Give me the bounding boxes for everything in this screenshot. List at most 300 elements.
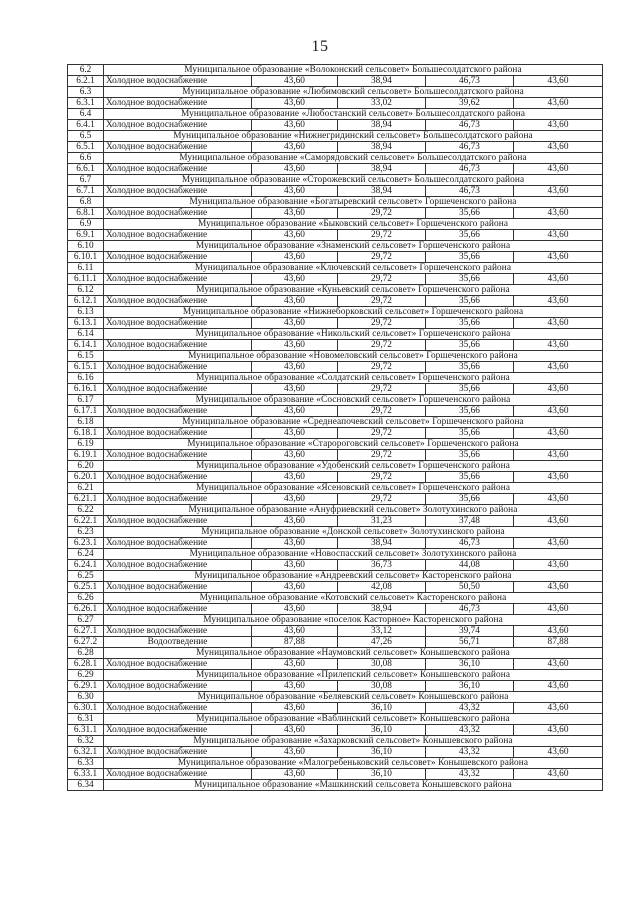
tariff-value-1: 43,60 bbox=[252, 560, 338, 571]
service-row bbox=[68, 340, 603, 351]
municipality-title: Муниципальное образование «Ключевский сельсовет» Горшеченского района bbox=[104, 263, 603, 274]
tariff-value-4: 43,60 bbox=[514, 274, 603, 285]
tariff-value-3: 35,66 bbox=[426, 450, 514, 461]
tariff-value-1: 43,60 bbox=[252, 76, 338, 87]
row-number: 6.25 bbox=[68, 571, 104, 582]
tariff-value-2: 36,10 bbox=[338, 703, 426, 714]
tariff-value-4: 43,60 bbox=[514, 318, 603, 329]
service-name: Холодное водоснабжение bbox=[104, 681, 252, 692]
service-row bbox=[68, 703, 603, 714]
tariff-value-4: 43,60 bbox=[514, 384, 603, 395]
tariff-value-3: 35,66 bbox=[426, 428, 514, 439]
tariff-value-4: 43,60 bbox=[514, 626, 603, 637]
tariff-value-1: 43,60 bbox=[252, 725, 338, 736]
municipality-title: Муниципальное образование «Нижнеборковский сельсовет» Горшеченского района bbox=[104, 307, 603, 318]
municipality-row bbox=[68, 153, 603, 164]
municipality-row bbox=[68, 219, 603, 230]
tariff-value-2: 38,94 bbox=[338, 186, 426, 197]
municipality-title: Муниципальное образование «Андреевский сельсовет» Касторенского района bbox=[104, 571, 603, 582]
row-number: 6.10 bbox=[68, 241, 104, 252]
tariff-value-4: 43,60 bbox=[514, 747, 603, 758]
row-number: 6.30.1 bbox=[68, 703, 104, 714]
tariff-value-2: 36,10 bbox=[338, 747, 426, 758]
service-row bbox=[68, 681, 603, 692]
tariff-value-4: 43,60 bbox=[514, 560, 603, 571]
tariff-value-4: 43,60 bbox=[514, 582, 603, 593]
tariff-value-3: 37,48 bbox=[426, 516, 514, 527]
tariff-value-3: 35,66 bbox=[426, 494, 514, 505]
service-row bbox=[68, 626, 603, 637]
row-number: 6.23.1 bbox=[68, 538, 104, 549]
tariff-value-4: 43,60 bbox=[514, 252, 603, 263]
tariff-value-2: 29,72 bbox=[338, 428, 426, 439]
row-number: 6.17 bbox=[68, 395, 104, 406]
service-row bbox=[68, 384, 603, 395]
service-name: Холодное водоснабжение bbox=[104, 604, 252, 615]
municipality-title: Муниципальное образование «Машкинский сельсовета Конышевского района bbox=[104, 780, 603, 791]
row-number: 6.15.1 bbox=[68, 362, 104, 373]
service-name: Холодное водоснабжение bbox=[104, 406, 252, 417]
municipality-row bbox=[68, 692, 603, 703]
row-number: 6.20 bbox=[68, 461, 104, 472]
row-number: 6.8.1 bbox=[68, 208, 104, 219]
municipality-title: Муниципальное образование «Новоспасский сельсовет» Золотухинского района bbox=[104, 549, 603, 560]
municipality-row bbox=[68, 714, 603, 725]
municipality-title: Муниципальное образование «Нижнегридинский сельсовет» Большесолдатского района bbox=[104, 131, 603, 142]
service-row bbox=[68, 604, 603, 615]
service-name: Холодное водоснабжение bbox=[104, 76, 252, 87]
municipality-row bbox=[68, 483, 603, 494]
row-number: 6.29.1 bbox=[68, 681, 104, 692]
tariff-value-3: 46,73 bbox=[426, 538, 514, 549]
service-name: Холодное водоснабжение bbox=[104, 120, 252, 131]
municipality-row bbox=[68, 175, 603, 186]
tariff-value-4: 43,60 bbox=[514, 164, 603, 175]
row-number: 6.26 bbox=[68, 593, 104, 604]
municipality-row bbox=[68, 307, 603, 318]
service-row bbox=[68, 274, 603, 285]
tariff-value-4: 43,60 bbox=[514, 428, 603, 439]
tariff-value-2: 29,72 bbox=[338, 296, 426, 307]
service-row bbox=[68, 659, 603, 670]
service-row bbox=[68, 560, 603, 571]
municipality-row bbox=[68, 461, 603, 472]
row-number: 6.11 bbox=[68, 263, 104, 274]
row-number: 6.33 bbox=[68, 758, 104, 769]
service-row bbox=[68, 428, 603, 439]
service-row bbox=[68, 472, 603, 483]
tariff-value-4: 43,60 bbox=[514, 340, 603, 351]
row-number: 6.31 bbox=[68, 714, 104, 725]
municipality-title: Муниципальное образование «Наумовский сельсовет» Конышевского района bbox=[104, 648, 603, 659]
tariff-value-1: 43,60 bbox=[252, 681, 338, 692]
tariff-value-4: 43,60 bbox=[514, 604, 603, 615]
row-number: 6.16 bbox=[68, 373, 104, 384]
service-name: Холодное водоснабжение bbox=[104, 703, 252, 714]
tariff-value-3: 35,66 bbox=[426, 296, 514, 307]
row-number: 6.30 bbox=[68, 692, 104, 703]
service-name: Холодное водоснабжение bbox=[104, 659, 252, 670]
row-number: 6.29 bbox=[68, 670, 104, 681]
municipality-row bbox=[68, 648, 603, 659]
row-number: 6.27.1 bbox=[68, 626, 104, 637]
row-number: 6.12 bbox=[68, 285, 104, 296]
service-name: Холодное водоснабжение bbox=[104, 362, 252, 373]
row-number: 6.26.1 bbox=[68, 604, 104, 615]
municipality-row bbox=[68, 439, 603, 450]
row-number: 6.14.1 bbox=[68, 340, 104, 351]
municipality-title: Муниципальное образование «Куньевский сельсовет» Горшеченского района bbox=[104, 285, 603, 296]
service-name: Холодное водоснабжение bbox=[104, 538, 252, 549]
municipality-title: Муниципальное образование «Любимовский сельсовет» Большесолдатского района bbox=[104, 87, 603, 98]
row-number: 6.18.1 bbox=[68, 428, 104, 439]
row-number: 6.12.1 bbox=[68, 296, 104, 307]
tariff-value-3: 46,73 bbox=[426, 186, 514, 197]
row-number: 6.6.1 bbox=[68, 164, 104, 175]
tariff-value-2: 29,72 bbox=[338, 450, 426, 461]
tariff-value-1: 43,60 bbox=[252, 186, 338, 197]
tariff-value-3: 36,10 bbox=[426, 681, 514, 692]
tariff-value-2: 29,72 bbox=[338, 318, 426, 329]
tariff-value-1: 43,60 bbox=[252, 747, 338, 758]
tariff-value-1: 43,60 bbox=[252, 252, 338, 263]
service-row bbox=[68, 769, 603, 780]
tariff-value-3: 50,50 bbox=[426, 582, 514, 593]
service-name: Холодное водоснабжение bbox=[104, 208, 252, 219]
municipality-row bbox=[68, 758, 603, 769]
tariff-value-1: 43,60 bbox=[252, 164, 338, 175]
tariff-value-1: 43,60 bbox=[252, 318, 338, 329]
municipality-title: Муниципальное образование «Захарковский сельсовет» Конышевского района bbox=[104, 736, 603, 747]
tariff-value-2: 36,10 bbox=[338, 725, 426, 736]
tariff-value-3: 43,32 bbox=[426, 769, 514, 780]
service-name: Холодное водоснабжение bbox=[104, 472, 252, 483]
service-row bbox=[68, 362, 603, 373]
municipality-row bbox=[68, 351, 603, 362]
tariff-value-1: 43,60 bbox=[252, 626, 338, 637]
service-name: Холодное водоснабжение bbox=[104, 186, 252, 197]
tariff-value-1: 43,60 bbox=[252, 582, 338, 593]
tariff-value-2: 33,12 bbox=[338, 626, 426, 637]
municipality-title: Муниципальное образование «Сосновский сельсовет» Горшеченского района bbox=[104, 395, 603, 406]
tariff-value-1: 43,60 bbox=[252, 659, 338, 670]
municipality-row bbox=[68, 65, 603, 76]
tariff-value-1: 43,60 bbox=[252, 362, 338, 373]
tariff-value-2: 30,08 bbox=[338, 681, 426, 692]
service-name: Холодное водоснабжение bbox=[104, 340, 252, 351]
tariff-value-1: 43,60 bbox=[252, 296, 338, 307]
service-name: Холодное водоснабжение bbox=[104, 450, 252, 461]
service-row bbox=[68, 494, 603, 505]
tariff-value-2: 38,94 bbox=[338, 604, 426, 615]
municipality-row bbox=[68, 373, 603, 384]
service-row bbox=[68, 516, 603, 527]
tariff-value-4: 43,60 bbox=[514, 681, 603, 692]
municipality-row bbox=[68, 87, 603, 98]
tariff-value-4: 43,60 bbox=[514, 725, 603, 736]
municipality-row bbox=[68, 527, 603, 538]
municipality-row bbox=[68, 670, 603, 681]
row-number: 6.7 bbox=[68, 175, 104, 186]
tariff-value-3: 35,66 bbox=[426, 252, 514, 263]
service-row bbox=[68, 582, 603, 593]
tariff-value-2: 38,94 bbox=[338, 142, 426, 153]
municipality-title: Муниципальное образование «Быковский сельсовет» Горшеченского района bbox=[104, 219, 603, 230]
tariff-value-4: 43,60 bbox=[514, 186, 603, 197]
tariff-value-1: 43,60 bbox=[252, 120, 338, 131]
municipality-title: Муниципальное образование «Сторожевский сельсовет» Большесолдатского района bbox=[104, 175, 603, 186]
municipality-row bbox=[68, 329, 603, 340]
tariff-table-body bbox=[68, 65, 603, 791]
tariff-value-2: 33,02 bbox=[338, 98, 426, 109]
service-name: Холодное водоснабжение bbox=[104, 318, 252, 329]
tariff-value-4: 43,60 bbox=[514, 538, 603, 549]
municipality-row bbox=[68, 615, 603, 626]
municipality-title: Муниципальное образование «Старороговский сельсовет» Горшеченского района bbox=[104, 439, 603, 450]
tariff-value-2: 29,72 bbox=[338, 340, 426, 351]
tariff-value-2: 38,94 bbox=[338, 76, 426, 87]
tariff-value-4: 43,60 bbox=[514, 472, 603, 483]
service-row bbox=[68, 208, 603, 219]
tariff-value-4: 43,60 bbox=[514, 142, 603, 153]
tariff-value-3: 46,73 bbox=[426, 142, 514, 153]
tariff-value-3: 44,08 bbox=[426, 560, 514, 571]
service-row bbox=[68, 637, 603, 648]
tariff-table bbox=[67, 64, 603, 791]
service-name: Водоотведение bbox=[104, 637, 252, 648]
service-name: Холодное водоснабжение bbox=[104, 274, 252, 285]
tariff-value-1: 43,60 bbox=[252, 384, 338, 395]
municipality-title: Муниципальное образование «Волоконский сельсовет» Большесолдатского района bbox=[104, 65, 603, 76]
service-name: Холодное водоснабжение bbox=[104, 769, 252, 780]
tariff-value-4: 43,60 bbox=[514, 516, 603, 527]
municipality-title: Муниципальное образование «поселок Касторное» Касторенского района bbox=[104, 615, 603, 626]
tariff-value-1: 43,60 bbox=[252, 472, 338, 483]
tariff-value-4: 43,60 bbox=[514, 296, 603, 307]
tariff-value-1: 43,60 bbox=[252, 230, 338, 241]
municipality-title: Муниципальное образование «Среднеапочевский сельсовет» Горшеченского района bbox=[104, 417, 603, 428]
service-row bbox=[68, 142, 603, 153]
service-row bbox=[68, 98, 603, 109]
municipality-title: Муниципальное образование «Новомеловский сельсовет» Горшеченского района bbox=[104, 351, 603, 362]
row-number: 6.9 bbox=[68, 219, 104, 230]
tariff-value-2: 42,08 bbox=[338, 582, 426, 593]
row-number: 6.2 bbox=[68, 65, 104, 76]
row-number: 6.16.1 bbox=[68, 384, 104, 395]
row-number: 6.28.1 bbox=[68, 659, 104, 670]
tariff-value-2: 29,72 bbox=[338, 406, 426, 417]
municipality-title: Муниципальное образование «Ануфриевский сельсовет» Золотухинского района bbox=[104, 505, 603, 516]
service-row bbox=[68, 296, 603, 307]
municipality-title: Муниципальное образование «Никольский сельсовет» Горшеченского района bbox=[104, 329, 603, 340]
tariff-value-1: 43,60 bbox=[252, 208, 338, 219]
tariff-value-1: 87,88 bbox=[252, 637, 338, 648]
municipality-row bbox=[68, 395, 603, 406]
service-name: Холодное водоснабжение bbox=[104, 582, 252, 593]
row-number: 6.3 bbox=[68, 87, 104, 98]
municipality-row bbox=[68, 131, 603, 142]
tariff-value-2: 29,72 bbox=[338, 274, 426, 285]
tariff-value-1: 43,60 bbox=[252, 450, 338, 461]
tariff-value-2: 29,72 bbox=[338, 362, 426, 373]
tariff-value-3: 35,66 bbox=[426, 208, 514, 219]
tariff-value-2: 47,26 bbox=[338, 637, 426, 648]
service-name: Холодное водоснабжение bbox=[104, 725, 252, 736]
row-number: 6.23 bbox=[68, 527, 104, 538]
service-name: Холодное водоснабжение bbox=[104, 142, 252, 153]
row-number: 6.8 bbox=[68, 197, 104, 208]
tariff-value-3: 43,32 bbox=[426, 703, 514, 714]
row-number: 6.27 bbox=[68, 615, 104, 626]
tariff-value-4: 43,60 bbox=[514, 98, 603, 109]
municipality-row bbox=[68, 593, 603, 604]
tariff-value-3: 43,32 bbox=[426, 725, 514, 736]
service-name: Холодное водоснабжение bbox=[104, 230, 252, 241]
tariff-value-3: 39,74 bbox=[426, 626, 514, 637]
row-number: 6.20.1 bbox=[68, 472, 104, 483]
tariff-value-3: 46,73 bbox=[426, 76, 514, 87]
municipality-row bbox=[68, 285, 603, 296]
municipality-row bbox=[68, 571, 603, 582]
page-number: 15 bbox=[311, 38, 329, 55]
row-number: 6.22 bbox=[68, 505, 104, 516]
row-number: 6.24 bbox=[68, 549, 104, 560]
service-name: Холодное водоснабжение bbox=[104, 516, 252, 527]
tariff-value-2: 38,94 bbox=[338, 538, 426, 549]
tariff-value-3: 35,66 bbox=[426, 230, 514, 241]
row-number: 6.24.1 bbox=[68, 560, 104, 571]
tariff-value-3: 35,66 bbox=[426, 318, 514, 329]
tariff-value-3: 35,66 bbox=[426, 384, 514, 395]
service-row bbox=[68, 164, 603, 175]
row-number: 6.32 bbox=[68, 736, 104, 747]
tariff-value-4: 43,60 bbox=[514, 120, 603, 131]
tariff-value-4: 43,60 bbox=[514, 703, 603, 714]
tariff-value-4: 87,88 bbox=[514, 637, 603, 648]
row-number: 6.19 bbox=[68, 439, 104, 450]
tariff-value-2: 29,72 bbox=[338, 208, 426, 219]
municipality-row bbox=[68, 736, 603, 747]
service-name: Холодное водоснабжение bbox=[104, 428, 252, 439]
municipality-title: Муниципальное образование «Малогребеньковский сельсовет» Конышевского района bbox=[104, 758, 603, 769]
row-number: 6.18 bbox=[68, 417, 104, 428]
municipality-title: Муниципальное образование «Беляевский сельсовет» Конышевского района bbox=[104, 692, 603, 703]
tariff-value-1: 43,60 bbox=[252, 340, 338, 351]
municipality-row bbox=[68, 241, 603, 252]
row-number: 6.32.1 bbox=[68, 747, 104, 758]
row-number: 6.31.1 bbox=[68, 725, 104, 736]
municipality-title: Муниципальное образование «Удобенский сельсовет» Горшеченского района bbox=[104, 461, 603, 472]
tariff-value-3: 46,73 bbox=[426, 164, 514, 175]
service-name: Холодное водоснабжение bbox=[104, 296, 252, 307]
row-number: 6.2.1 bbox=[68, 76, 104, 87]
row-number: 6.5.1 bbox=[68, 142, 104, 153]
tariff-value-4: 43,60 bbox=[514, 230, 603, 241]
tariff-value-3: 35,66 bbox=[426, 472, 514, 483]
row-number: 6.28 bbox=[68, 648, 104, 659]
row-number: 6.33.1 bbox=[68, 769, 104, 780]
row-number: 6.27.2 bbox=[68, 637, 104, 648]
municipality-title: Муниципальное образование «Любостанский сельсовет» Большесолдатского района bbox=[104, 109, 603, 120]
service-name: Холодное водоснабжение bbox=[104, 626, 252, 637]
municipality-title: Муниципальное образование «Ваблинский сельсовет» Конышевского района bbox=[104, 714, 603, 725]
tariff-value-1: 43,60 bbox=[252, 703, 338, 714]
service-name: Холодное водоснабжение bbox=[104, 252, 252, 263]
tariff-value-4: 43,60 bbox=[514, 450, 603, 461]
tariff-value-1: 43,60 bbox=[252, 142, 338, 153]
tariff-value-4: 43,60 bbox=[514, 76, 603, 87]
row-number: 6.6 bbox=[68, 153, 104, 164]
tariff-value-4: 43,60 bbox=[514, 769, 603, 780]
tariff-value-3: 35,66 bbox=[426, 362, 514, 373]
row-number: 6.3.1 bbox=[68, 98, 104, 109]
row-number: 6.13.1 bbox=[68, 318, 104, 329]
row-number: 6.21.1 bbox=[68, 494, 104, 505]
municipality-title: Муниципальное образование «Прилепский сельсовет» Конышевского района bbox=[104, 670, 603, 681]
service-row bbox=[68, 318, 603, 329]
service-row bbox=[68, 538, 603, 549]
row-number: 6.10.1 bbox=[68, 252, 104, 263]
service-name: Холодное водоснабжение bbox=[104, 747, 252, 758]
tariff-value-1: 43,60 bbox=[252, 604, 338, 615]
tariff-value-1: 43,60 bbox=[252, 516, 338, 527]
tariff-value-3: 35,66 bbox=[426, 274, 514, 285]
row-number: 6.7.1 bbox=[68, 186, 104, 197]
service-name: Холодное водоснабжение bbox=[104, 164, 252, 175]
tariff-value-3: 46,73 bbox=[426, 120, 514, 131]
tariff-value-3: 39,62 bbox=[426, 98, 514, 109]
tariff-value-1: 43,60 bbox=[252, 274, 338, 285]
tariff-value-4: 43,60 bbox=[514, 406, 603, 417]
row-number: 6.5 bbox=[68, 131, 104, 142]
tariff-value-2: 36,73 bbox=[338, 560, 426, 571]
service-row bbox=[68, 76, 603, 87]
municipality-title: Муниципальное образование «Саморядовский сельсовет» Большесолдатского района bbox=[104, 153, 603, 164]
service-row bbox=[68, 186, 603, 197]
row-number: 6.11.1 bbox=[68, 274, 104, 285]
municipality-title: Муниципальное образование «Донской сельсовет» Золотухинского района bbox=[104, 527, 603, 538]
row-number: 6.17.1 bbox=[68, 406, 104, 417]
tariff-value-1: 43,60 bbox=[252, 428, 338, 439]
tariff-value-1: 43,60 bbox=[252, 494, 338, 505]
tariff-value-4: 43,60 bbox=[514, 208, 603, 219]
service-row bbox=[68, 725, 603, 736]
service-name: Холодное водоснабжение bbox=[104, 560, 252, 571]
row-number: 6.4.1 bbox=[68, 120, 104, 131]
tariff-value-2: 29,72 bbox=[338, 252, 426, 263]
municipality-title: Муниципальное образование «Богатыревский сельсовет» Горшеченского района bbox=[104, 197, 603, 208]
tariff-value-2: 29,72 bbox=[338, 384, 426, 395]
tariff-value-2: 38,94 bbox=[338, 164, 426, 175]
tariff-value-3: 43,32 bbox=[426, 747, 514, 758]
service-row bbox=[68, 450, 603, 461]
row-number: 6.22.1 bbox=[68, 516, 104, 527]
service-name: Холодное водоснабжение bbox=[104, 494, 252, 505]
row-number: 6.9.1 bbox=[68, 230, 104, 241]
municipality-title: Муниципальное образование «Котовский сельсовет» Касторенского района bbox=[104, 593, 603, 604]
municipality-row bbox=[68, 505, 603, 516]
tariff-value-4: 43,60 bbox=[514, 362, 603, 373]
service-name: Холодное водоснабжение bbox=[104, 98, 252, 109]
row-number: 6.15 bbox=[68, 351, 104, 362]
tariff-value-3: 36,10 bbox=[426, 659, 514, 670]
municipality-title: Муниципальное образование «Ясеновский сельсовет» Горшеченского района bbox=[104, 483, 603, 494]
tariff-value-2: 30,08 bbox=[338, 659, 426, 670]
tariff-value-2: 38,94 bbox=[338, 120, 426, 131]
service-name: Холодное водоснабжение bbox=[104, 384, 252, 395]
municipality-row bbox=[68, 263, 603, 274]
municipality-row bbox=[68, 197, 603, 208]
